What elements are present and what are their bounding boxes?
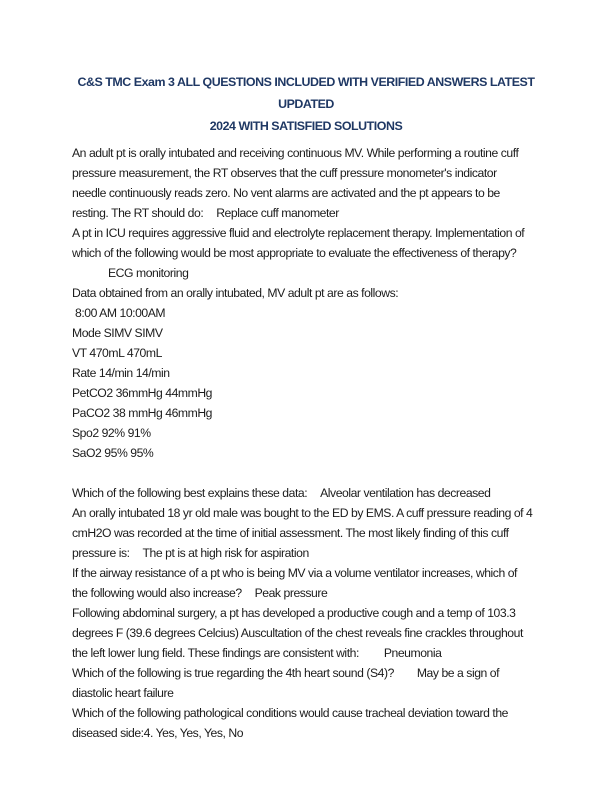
q3-answer: Alveolar ventilation has decreased bbox=[320, 486, 491, 500]
q8-question-end: diseased side: bbox=[72, 726, 144, 740]
q5-answer: Peak pressure bbox=[254, 586, 328, 600]
q6-line-2: degrees F (39.6 degrees Celcius) Auscultation of the chest reveals fine crackles throughout bbox=[72, 626, 523, 640]
q1-question-end: resting. The RT should do: bbox=[72, 206, 204, 220]
q7-question: Which of the following is true regarding the 4th heart sound (S4)? bbox=[72, 666, 394, 680]
q5-question-end: the following would also increase? bbox=[72, 586, 242, 600]
title-line-1: C&S TMC Exam 3 ALL QUESTIONS INCLUDED WITH VERIFIED ANSWERS LATEST UPDATED bbox=[77, 75, 535, 111]
q7-answer: May be a sign of bbox=[416, 666, 500, 680]
q3-row-rate: Rate 14/min 14/min bbox=[72, 366, 170, 380]
q1-line-2: pressure measurement, the RT observes that the cuff pressure monometer's indicator bbox=[72, 166, 497, 180]
title-line-2: 2024 WITH SATISFIED SOLUTIONS bbox=[209, 119, 403, 133]
q3-row-paco2: PaCO2 38 mmHg 46mmHg bbox=[72, 406, 213, 420]
q4-line-1: An orally intubated 18 yr old male was bought to the ED by EMS. A cuff pressure reading of 4 bbox=[72, 506, 533, 520]
q1-line-3: needle continuously reads zero. No vent alarms are activated and the pt appears to be bbox=[72, 186, 500, 200]
document-title bbox=[60, 71, 552, 137]
q7-line-1 bbox=[72, 663, 548, 683]
blank-line bbox=[72, 463, 548, 483]
q3-row-petco2: PetCO2 36mmHg 44mmHg bbox=[72, 386, 213, 400]
q8-line-2 bbox=[72, 723, 548, 743]
q2-line-1: A pt in ICU requires aggressive fluid and electrolyte replacement therapy. Implementation of bbox=[72, 226, 525, 240]
q4-line-3 bbox=[72, 543, 548, 563]
q1-line-4 bbox=[72, 203, 548, 223]
q3-intro: Data obtained from an orally intubated, MV adult pt are as follows: bbox=[72, 286, 399, 300]
q5-line-1: If the airway resistance of a pt who is being MV via a volume ventilator increases, which of bbox=[72, 566, 517, 580]
q8-answer: 4. Yes, Yes, Yes, No bbox=[143, 726, 244, 740]
q3-question bbox=[72, 483, 548, 503]
q1-line-1: An adult pt is orally intubated and receiving continuous MV. While performing a routine cuff bbox=[72, 146, 519, 160]
q3-row-sao2: SaO2 95% 95% bbox=[72, 446, 154, 460]
q4-question-end: pressure is: bbox=[72, 546, 130, 560]
q3-times: 8:00 AM 10:00AM bbox=[75, 306, 166, 320]
document-body bbox=[72, 143, 548, 743]
q3-row-vt: VT 470mL 470mL bbox=[72, 346, 162, 360]
q7-answer-cont: diastolic heart failure bbox=[72, 686, 174, 700]
q8-line-1: Which of the following pathological conditions would cause tracheal deviation toward the bbox=[72, 706, 508, 720]
q6-question-end: the left lower lung field. These findings are consistent with: bbox=[72, 646, 359, 660]
q6-line-1: Following abdominal surgery, a pt has developed a productive cough and a temp of 103.3 bbox=[72, 606, 516, 620]
q2-line-2: which of the following would be most appropriate to evaluate the effectiveness of therapy? bbox=[72, 246, 517, 260]
q3-row-mode: Mode SIMV SIMV bbox=[72, 326, 163, 340]
q6-answer: Pneumonia bbox=[383, 646, 442, 660]
q2-answer: ECG monitoring bbox=[108, 266, 189, 280]
q3-row-spo2: Spo2 92% 91% bbox=[72, 426, 151, 440]
q4-answer: The pt is at high risk for aspiration bbox=[142, 546, 309, 560]
q3-question-text: Which of the following best explains these data: bbox=[72, 486, 308, 500]
q1-answer: Replace cuff manometer bbox=[216, 206, 339, 220]
q6-line-3 bbox=[72, 643, 548, 663]
q5-line-2 bbox=[72, 583, 548, 603]
q4-line-2: cmH2O was recorded at the time of initial assessment. The most likely finding of this cuff bbox=[72, 526, 509, 540]
